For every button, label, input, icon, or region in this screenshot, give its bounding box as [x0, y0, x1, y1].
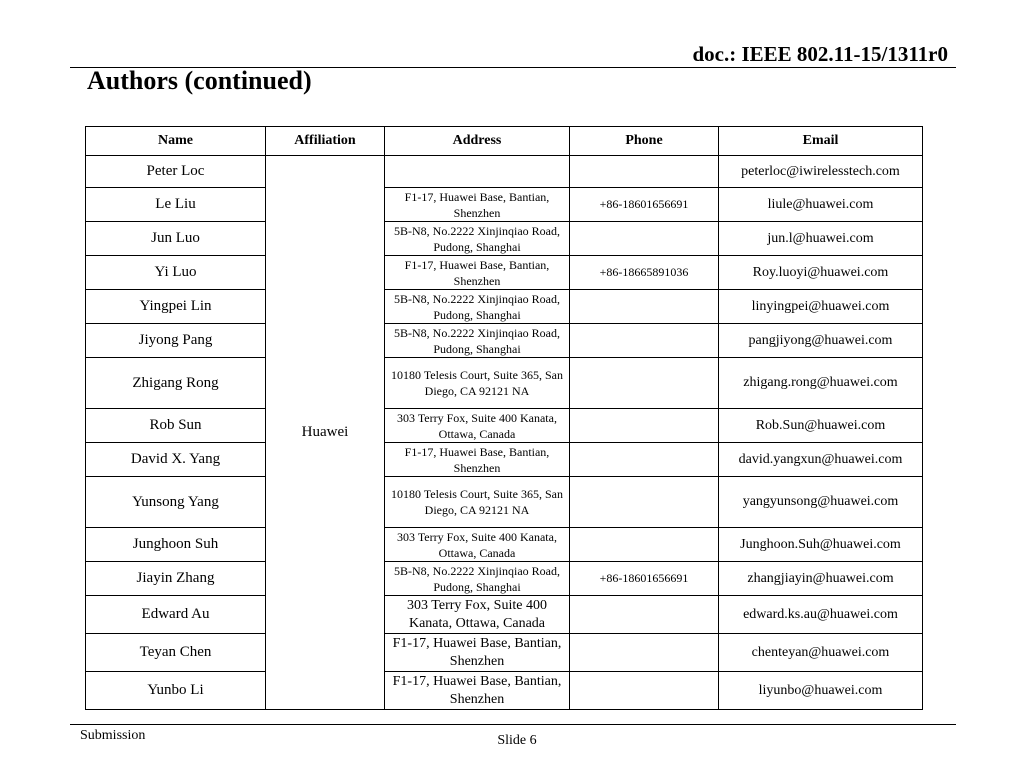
table-row: [86, 528, 923, 562]
table-row: [86, 256, 923, 290]
table-row: [86, 634, 923, 672]
table-row: [86, 188, 923, 222]
author-address: 5B-N8, No.2222 Xinjinqiao Road, Pudong, Shanghai: [385, 562, 570, 596]
table-row: [86, 672, 923, 710]
author-phone: [570, 443, 719, 477]
author-address: F1-17, Huawei Base, Bantian, Shenzhen: [385, 188, 570, 222]
author-email: edward.ks.au@huawei.com: [719, 596, 923, 634]
author-name: Edward Au: [86, 596, 266, 634]
author-email: Junghoon.Suh@huawei.com: [719, 528, 923, 562]
author-address: 303 Terry Fox, Suite 400 Kanata, Ottawa, Canada: [385, 409, 570, 443]
table-header-row: [86, 127, 923, 156]
doc-id: doc.: IEEE 802.11-15/1311r0: [692, 42, 948, 66]
author-phone: +86-18665891036: [570, 256, 719, 290]
author-email: linyingpei@huawei.com: [719, 290, 923, 324]
column-header-phone: Phone: [570, 127, 719, 156]
author-name: Yi Luo: [86, 256, 266, 290]
author-phone: [570, 672, 719, 710]
author-address: F1-17, Huawei Base, Bantian, Shenzhen: [385, 672, 570, 710]
page-title: Authors (continued): [87, 66, 312, 95]
slide-number: Slide 6: [497, 733, 537, 748]
author-email: chenteyan@huawei.com: [719, 634, 923, 672]
author-address: [385, 156, 570, 188]
author-phone: [570, 634, 719, 672]
author-address: 303 Terry Fox, Suite 400 Kanata, Ottawa, Canada: [385, 528, 570, 562]
author-email: Roy.luoyi@huawei.com: [719, 256, 923, 290]
author-name: Yunbo Li: [86, 672, 266, 710]
author-phone: [570, 290, 719, 324]
author-address: 303 Terry Fox, Suite 400 Kanata, Ottawa, Canada: [385, 596, 570, 634]
author-name: David X. Yang: [86, 443, 266, 477]
table-row: [86, 290, 923, 324]
author-name: Junghoon Suh: [86, 528, 266, 562]
author-email: yangyunsong@huawei.com: [719, 477, 923, 528]
author-email: zhangjiayin@huawei.com: [719, 562, 923, 596]
author-name: Jiayin Zhang: [86, 562, 266, 596]
table-row: [86, 358, 923, 409]
author-name: Peter Loc: [86, 156, 266, 188]
table-row: [86, 596, 923, 634]
author-email: pangjiyong@huawei.com: [719, 324, 923, 358]
author-name: Jiyong Pang: [86, 324, 266, 358]
author-phone: [570, 324, 719, 358]
author-email: liyunbo@huawei.com: [719, 672, 923, 710]
author-address: F1-17, Huawei Base, Bantian, Shenzhen: [385, 634, 570, 672]
author-name: Zhigang Rong: [86, 358, 266, 409]
author-phone: [570, 477, 719, 528]
author-email: Rob.Sun@huawei.com: [719, 409, 923, 443]
author-phone: [570, 596, 719, 634]
author-address: 5B-N8, No.2222 Xinjinqiao Road, Pudong, Shanghai: [385, 222, 570, 256]
author-phone: [570, 358, 719, 409]
table-row: [86, 409, 923, 443]
author-name: Teyan Chen: [86, 634, 266, 672]
column-header-address: Address: [385, 127, 570, 156]
table-row: [86, 443, 923, 477]
author-name: Jun Luo: [86, 222, 266, 256]
footer-submission: Submission: [80, 728, 146, 743]
author-affiliation: Huawei: [266, 156, 385, 710]
column-header-email: Email: [719, 127, 923, 156]
author-phone: [570, 528, 719, 562]
table-row: [86, 477, 923, 528]
table-row: [86, 222, 923, 256]
column-header-name: Name: [86, 127, 266, 156]
table-row: [86, 156, 923, 188]
author-phone: [570, 156, 719, 188]
author-address: 10180 Telesis Court, Suite 365, San Diego, CA 92121 NA: [385, 477, 570, 528]
author-email: zhigang.rong@huawei.com: [719, 358, 923, 409]
author-phone: +86-18601656691: [570, 188, 719, 222]
table-row: [86, 562, 923, 596]
author-email: david.yangxun@huawei.com: [719, 443, 923, 477]
author-address: 5B-N8, No.2222 Xinjinqiao Road, Pudong, Shanghai: [385, 324, 570, 358]
authors-table: [85, 126, 923, 710]
table-row: [86, 324, 923, 358]
author-phone: [570, 222, 719, 256]
footer-divider: [70, 724, 956, 725]
author-address: 5B-N8, No.2222 Xinjinqiao Road, Pudong, Shanghai: [385, 290, 570, 324]
author-name: Le Liu: [86, 188, 266, 222]
author-email: liule@huawei.com: [719, 188, 923, 222]
author-phone: +86-18601656691: [570, 562, 719, 596]
column-header-affiliation: Affiliation: [266, 127, 385, 156]
author-name: Yunsong Yang: [86, 477, 266, 528]
author-address: F1-17, Huawei Base, Bantian, Shenzhen: [385, 256, 570, 290]
author-name: Rob Sun: [86, 409, 266, 443]
author-email: jun.l@huawei.com: [719, 222, 923, 256]
author-address: F1-17, Huawei Base, Bantian, Shenzhen: [385, 443, 570, 477]
author-phone: [570, 409, 719, 443]
author-email: peterloc@iwirelesstech.com: [719, 156, 923, 188]
author-name: Yingpei Lin: [86, 290, 266, 324]
author-address: 10180 Telesis Court, Suite 365, San Diego, CA 92121 NA: [385, 358, 570, 409]
